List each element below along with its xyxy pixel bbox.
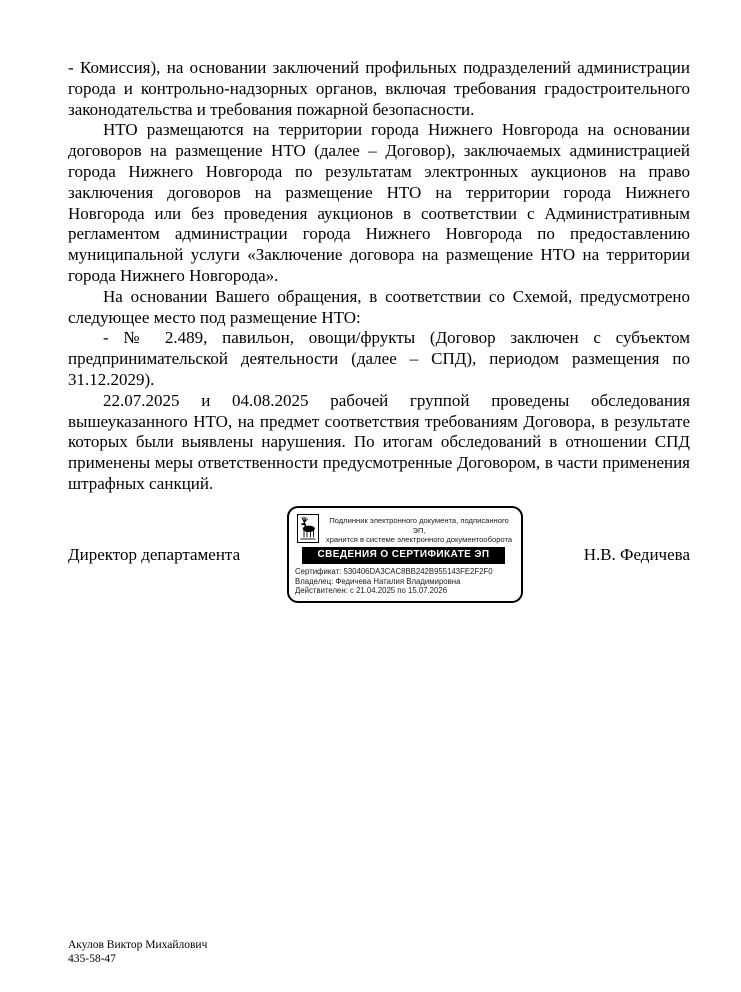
stamp-certificate-details xyxy=(295,567,493,596)
paragraph-nto-placement: НТО размещаются на территории города Нижнего Новгорода на основании договоров на размещение НТО (далее – Договор), заключаемых администрацией города Нижнего Новгорода по результатам электронных аукционов на право заключения договоров на размещение НТО на территории города Нижнего Новгорода или без проведения аукционов в соответствии с Административным регламентом администрации города Нижнего Новгорода по предоставлению муниципальной услуги «Заключение договора на размещение НТО на территории города Нижнего Новгорода». xyxy=(68,120,690,285)
executor-phone: 435-58-47 xyxy=(68,952,116,965)
coat-of-arms-deer-icon xyxy=(297,514,319,543)
certificate-number: Сертификат: 530406DA3CAC8BB242B955143FE2F2F0 xyxy=(295,567,493,576)
stamp-authenticity-line1: Подлинник электронного документа, подписанного ЭП, xyxy=(329,516,509,535)
electronic-signature-stamp xyxy=(287,506,523,603)
paragraph-scheme: На основании Вашего обращения, в соответствии со Схемой, предусмотрено следующее место под размещение НТО: xyxy=(68,286,690,327)
stamp-authenticity-line2: хранится в системе электронного документооборота xyxy=(325,535,513,544)
stamp-certificate-header: СВЕДЕНИЯ О СЕРТИФИКАТЕ ЭП xyxy=(302,547,505,564)
signatory-name: Н.В. Федичева xyxy=(583,545,690,564)
paragraph-inspections: 22.07.2025 и 04.08.2025 рабочей группой проведены обследования вышеуказанного НТО, на предмет соответствия требованиям Договора, в результате которых были выявлены нарушения. По итогам обследований в отношении СПД применены меры ответственности предусмотренные Договором, в части применения штрафных санкций. xyxy=(68,390,690,493)
executor-name: Акулов Виктор Михайлович xyxy=(68,939,208,951)
executor-block xyxy=(68,939,207,966)
paragraph-continuation: - Комиссия), на основании заключений профильных подразделений администрации города и контрольно-надзорных органов, включая требования градостроительного законодательства и требования пожарной безопасности. xyxy=(68,58,690,119)
certificate-owner: Владелец: Федичева Наталия Владимировна xyxy=(295,576,461,586)
paragraph-place-item: - № 2.489, павильон, овощи/фрукты (Договор заключен с субъектом предпринимательской деятельности (далее – СПД), периодом размещения по 31.12.2029). xyxy=(68,328,690,389)
certificate-validity: Действителен: с 21.04.2025 по 15.07.2026 xyxy=(295,586,448,595)
letter-body xyxy=(68,58,690,495)
stamp-authenticity-text xyxy=(325,516,513,545)
signatory-position: Директор департамента xyxy=(68,545,241,564)
